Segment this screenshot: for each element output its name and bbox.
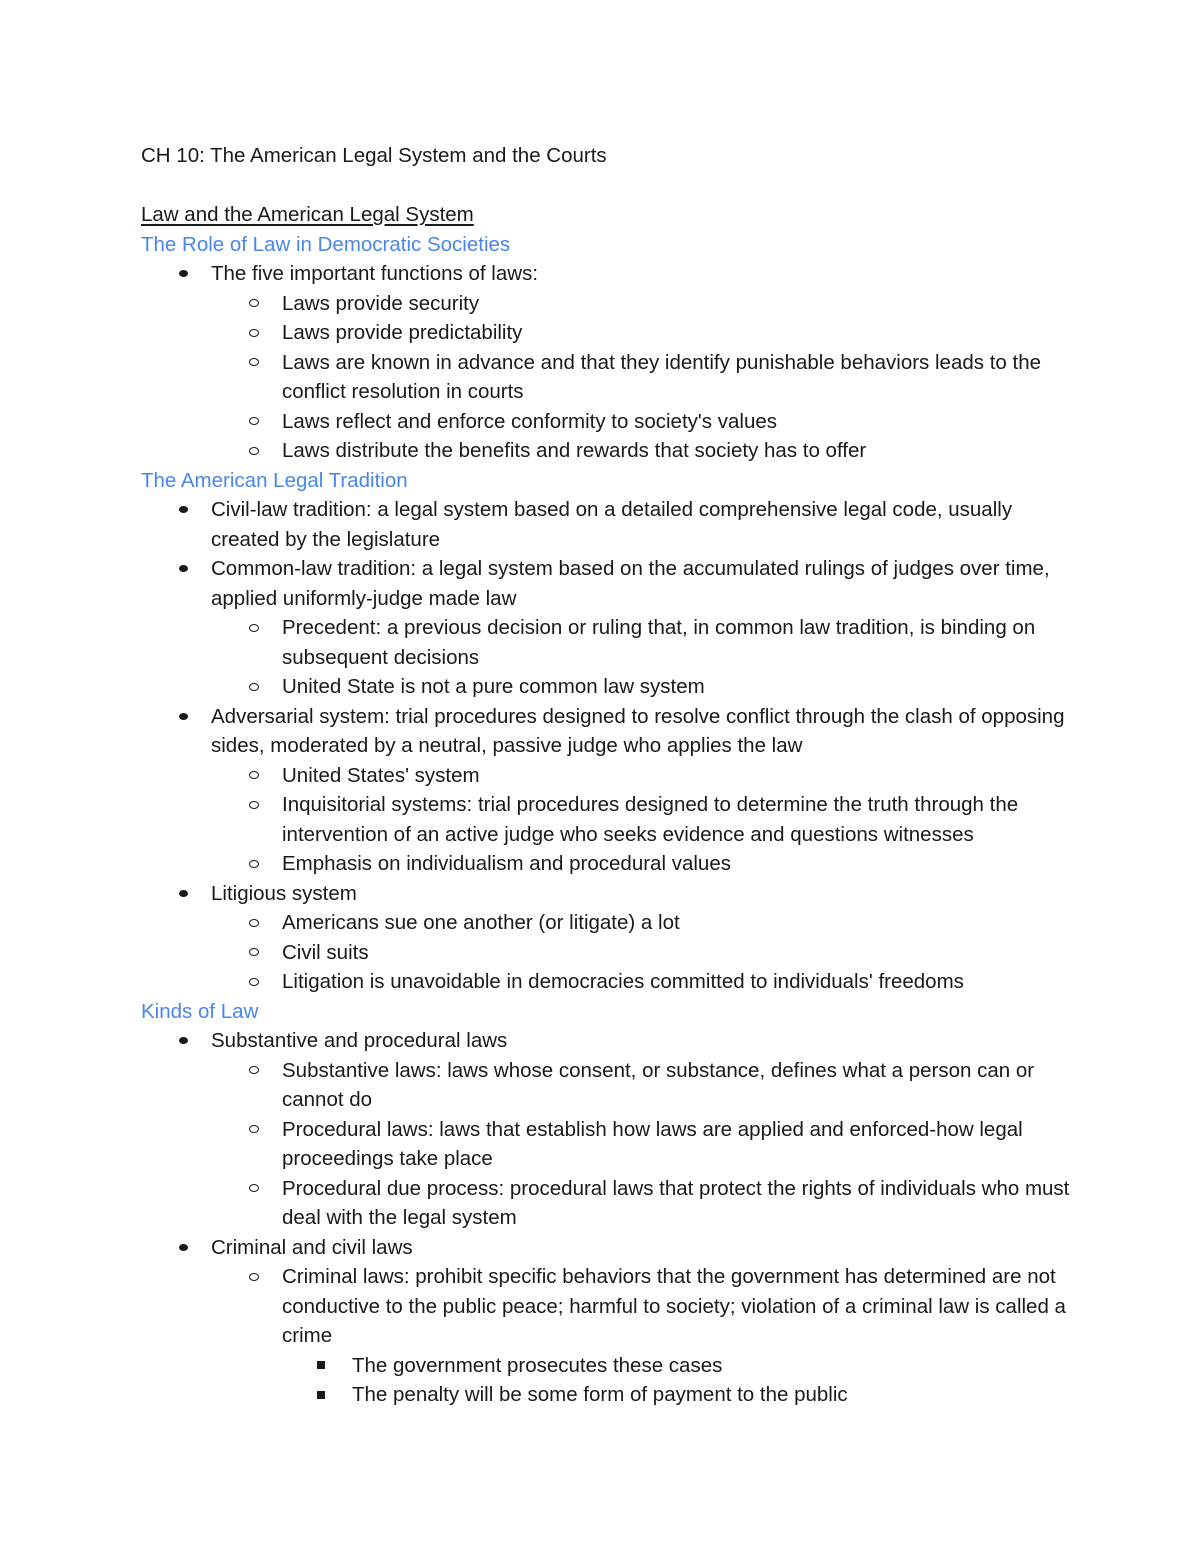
list-item <box>141 407 1071 437</box>
hollow-bullet-icon <box>249 908 259 938</box>
list-item <box>141 790 1071 849</box>
list-item <box>141 672 1071 702</box>
hollow-bullet-icon <box>249 761 259 791</box>
subsection-heading: The Role of Law in Democratic Societies <box>141 232 511 256</box>
hollow-bullet-icon <box>249 1174 259 1204</box>
list-item <box>141 259 1071 289</box>
blank-line <box>141 171 1071 201</box>
list-item <box>141 1351 1071 1381</box>
list-item-text: The government prosecutes these cases <box>352 1353 723 1377</box>
list-item-text: Criminal laws: prohibit specific behaviors that the government has determined are not conductive to the public peace; harmful to society; violation of a criminal law is called a crime <box>282 1265 1066 1347</box>
list-item <box>141 613 1071 672</box>
list-item-text: Inquisitorial systems: trial procedures designed to determine the truth through the intervention of an active judge who seeks evidence and questions witnesses <box>282 793 1019 846</box>
list-item <box>141 1233 1071 1263</box>
hollow-bullet-icon <box>249 407 259 437</box>
hollow-bullet-icon <box>249 967 259 997</box>
list-item-text: Americans sue one another (or litigate) a lot <box>282 911 680 934</box>
list-item-text: Substantive laws: laws whose consent, or substance, defines what a person can or cannot do <box>282 1058 1035 1111</box>
hollow-bullet-icon <box>249 436 259 466</box>
list-item <box>141 1115 1071 1174</box>
list-item-text: Common-law tradition: a legal system based on the accumulated rulings of judges over time, applied uniformly-judge made law <box>211 557 1050 610</box>
filled-bullet-icon <box>179 495 188 525</box>
list-item-text: Criminal and civil laws <box>211 1235 413 1259</box>
hollow-bullet-icon <box>249 938 259 968</box>
filled-bullet-icon <box>179 554 188 584</box>
list-item <box>141 908 1071 938</box>
hollow-bullet-icon <box>249 613 259 643</box>
hollow-bullet-icon <box>249 672 259 702</box>
filled-bullet-icon <box>179 1233 188 1263</box>
list-item <box>141 1174 1071 1233</box>
list-item <box>141 495 1071 554</box>
square-bullet-icon <box>317 1351 325 1381</box>
list-item <box>141 348 1071 407</box>
list-item <box>141 554 1071 613</box>
list-item-text: Laws provide security <box>282 291 480 315</box>
list-item-text: United States' system <box>282 763 480 787</box>
bullet-list <box>141 259 1071 466</box>
list-item-text: Laws provide predictability <box>282 321 523 344</box>
list-item-text: Laws distribute the benefits and rewards that society has to offer <box>282 439 867 462</box>
list-item <box>141 967 1071 997</box>
list-item-text: Precedent: a previous decision or ruling that, in common law tradition, is binding on subsequent decisions <box>282 616 1036 669</box>
square-bullet-icon <box>317 1380 325 1410</box>
filled-bullet-icon <box>179 259 188 289</box>
list-item <box>141 879 1071 909</box>
filled-bullet-icon <box>179 702 188 732</box>
list-item-text: Civil suits <box>282 940 369 964</box>
list-item <box>141 318 1071 348</box>
list-item <box>141 702 1071 761</box>
list-item-text: Laws reflect and enforce conformity to society's values <box>282 409 778 433</box>
hollow-bullet-icon <box>249 1056 259 1086</box>
list-item <box>141 289 1071 319</box>
list-item-text: United State is not a pure common law system <box>282 675 705 698</box>
list-item-text: Substantive and procedural laws <box>211 1029 508 1052</box>
list-item-text: The penalty will be some form of payment to the public <box>352 1383 848 1406</box>
subsection-container <box>141 230 1071 1410</box>
hollow-bullet-icon <box>249 1262 259 1292</box>
section-title: Law and the American Legal System <box>141 203 474 226</box>
document-body <box>141 141 1071 1410</box>
subsection-heading: Kinds of Law <box>141 999 259 1023</box>
list-item-text: Litigation is unavoidable in democracies committed to individuals' freedoms <box>282 970 964 993</box>
list-item <box>141 761 1071 791</box>
list-item <box>141 1026 1071 1056</box>
filled-bullet-icon <box>179 1026 188 1056</box>
list-item <box>141 1056 1071 1115</box>
hollow-bullet-icon <box>249 318 259 348</box>
list-item-text: Laws are known in advance and that they identify punishable behaviors leads to the conflict resolution in courts <box>282 350 1042 403</box>
hollow-bullet-icon <box>249 1115 259 1145</box>
subsection-heading: The American Legal Tradition <box>141 468 408 492</box>
list-item-text: Adversarial system: trial procedures designed to resolve conflict through the clash of opposing sides, moderated by a neutral, passive judge who applies the law <box>211 704 1065 757</box>
list-item <box>141 436 1071 466</box>
list-item-text: Procedural due process: procedural laws that protect the rights of individuals who must deal with the legal system <box>282 1176 1070 1229</box>
bullet-list <box>141 1026 1071 1410</box>
list-item <box>141 849 1071 879</box>
list-item <box>141 1262 1071 1351</box>
list-item-text: Litigious system <box>211 881 357 905</box>
list-item-text: Procedural laws: laws that establish how laws are applied and enforced-how legal proceedings take place <box>282 1117 1023 1170</box>
hollow-bullet-icon <box>249 790 259 820</box>
hollow-bullet-icon <box>249 348 259 378</box>
hollow-bullet-icon <box>249 849 259 879</box>
list-item-text: Emphasis on individualism and procedural values <box>282 852 731 875</box>
list-item-text: Civil-law tradition: a legal system based on a detailed comprehensive legal code, usually created by the legislature <box>211 498 1013 551</box>
bullet-list <box>141 495 1071 997</box>
page-title: CH 10: The American Legal System and the Courts <box>141 144 607 167</box>
list-item <box>141 938 1071 968</box>
hollow-bullet-icon <box>249 289 259 319</box>
list-item-text: The five important functions of laws: <box>211 262 539 285</box>
filled-bullet-icon <box>179 879 188 909</box>
list-item <box>141 1380 1071 1410</box>
